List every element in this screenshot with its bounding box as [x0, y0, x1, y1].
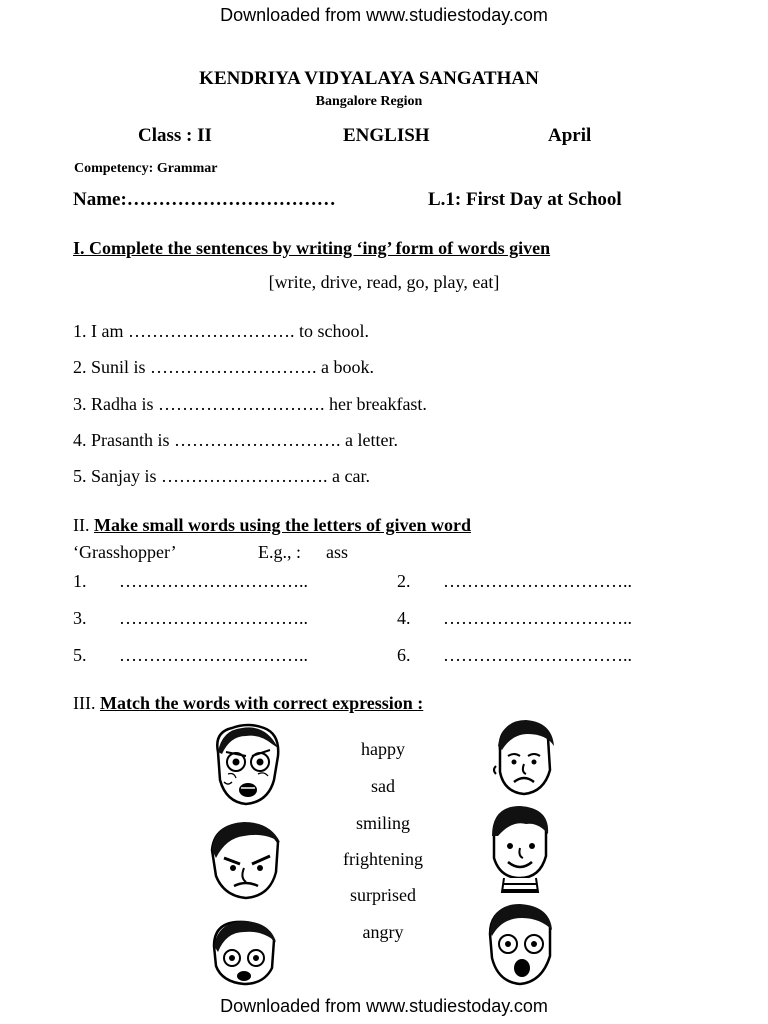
class-label: Class : II [138, 125, 212, 146]
section3-title [73, 693, 423, 714]
word-blank-2: ………………………….. [443, 571, 632, 591]
example-label: E.g., : [258, 542, 301, 562]
word-blank-4: ………………………….. [443, 608, 632, 628]
sentence-5: 5. Sanjay is ………………………. a car. [73, 466, 370, 486]
word-number-6: 6. [397, 645, 411, 665]
name-field: Name:…………………………… [73, 189, 336, 210]
frightening-face-icon [208, 722, 286, 808]
month-label: April [548, 125, 592, 146]
surprised-face-icon [480, 900, 560, 988]
section3-prefix: III. [73, 693, 100, 713]
region: Bangalore Region [315, 94, 423, 109]
section1-word-list: [write, drive, read, go, play, eat] [268, 272, 500, 292]
competency [74, 161, 217, 177]
match-word-happy: happy [361, 739, 405, 759]
section1-title: I. Complete the sentences by writing ‘ing’ form of words given [73, 238, 551, 258]
watermark-bottom: Downloaded from www.studiestoday.com [220, 996, 548, 1016]
match-word-sad: sad [371, 776, 395, 796]
match-word-frightening: frightening [343, 849, 423, 869]
word-number-2: 2. [397, 571, 411, 591]
subject-label: ENGLISH [343, 125, 430, 146]
match-word-angry: angry [362, 922, 404, 942]
sentence-1: 1. I am ………………………. to school. [73, 321, 369, 341]
word-blank-5: ………………………….. [119, 645, 308, 665]
competency-value: : Grammar [148, 161, 218, 176]
section2-title-text: Make small words using the letters of given word [94, 515, 471, 535]
section3-title-text: Match the words with correct expression : [99, 693, 424, 713]
word-number-4: 4. [397, 608, 411, 628]
example-value: ass [326, 542, 348, 562]
word-number-5: 5. [73, 645, 87, 665]
watermark-top: Downloaded from www.studiestoday.com [220, 5, 548, 25]
frightening-face-icon [206, 918, 282, 986]
school-name: KENDRIYA VIDYALAYA SANGATHAN [199, 68, 539, 89]
competency-label: Competency [74, 161, 149, 176]
section2-prefix: II. [73, 515, 94, 535]
match-word-surprised: surprised [350, 885, 416, 905]
word-blank-6: ………………………….. [443, 645, 632, 665]
lesson-title: L.1: First Day at School [428, 189, 622, 210]
word-blank-1: ………………………….. [119, 571, 308, 591]
given-word: ‘Grasshopper’ [73, 542, 177, 562]
word-number-1: 1. [73, 571, 87, 591]
word-blank-3: ………………………….. [119, 608, 308, 628]
sentence-4: 4. Prasanth is ………………………. a letter. [73, 430, 398, 450]
sentence-3: 3. Radha is ………………………. her breakfast. [73, 394, 427, 414]
angry-face-icon [204, 818, 286, 902]
section2-title [73, 515, 471, 536]
smiling-face-icon [482, 802, 556, 894]
sentence-2: 2. Sunil is ………………………. a book. [73, 357, 375, 377]
sad-face-icon [488, 716, 560, 798]
match-word-smiling: smiling [355, 813, 410, 833]
word-number-3: 3. [73, 608, 87, 628]
